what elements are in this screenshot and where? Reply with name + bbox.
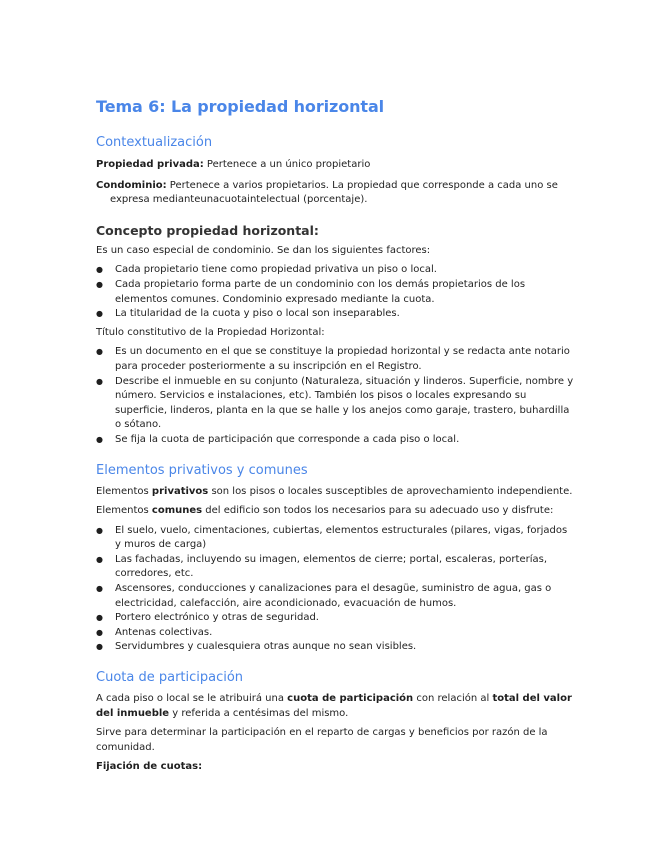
term-condominio: Condominio:: [96, 179, 167, 191]
bullet-icon: ●: [96, 642, 103, 652]
list-item: [96, 640, 576, 655]
bullet-icon: ●: [96, 279, 103, 289]
term-total-valor-inmueble: total del valor del inmueble: [96, 693, 572, 719]
bullet-icon: ●: [96, 265, 103, 275]
list-item: [96, 626, 576, 641]
list-item-text: Ascensores, conducciones y canalizaciones para el desagüe, suministro de agua, gas o electricidad, calefacción, aire acondicionado, evacuación de humos.: [115, 583, 552, 609]
text-fragment: Elementos: [96, 505, 152, 517]
text-fragment: Elementos: [96, 485, 152, 497]
list-item-text: Describe el inmueble en su conjunto (Naturaleza, situación y linderos. Superficie, nombre y número. Servicios e instalaciones, etc). También los pisos o locales expresando su superficie, linderos, planta en la que se halle y los anejos como garaje, trastero, buhardilla o sótano.: [115, 375, 574, 431]
list-item: [96, 278, 576, 307]
text-fragment: son los pisos o locales susceptibles de aprovechamiento independiente.: [208, 485, 573, 497]
bullet-icon: ●: [96, 376, 103, 386]
list-item-text: Servidumbres y cualesquiera otras aunque no sean visibles.: [115, 641, 417, 653]
list-titulo: [96, 345, 576, 447]
text-fragment: del edificio son todos los necesarios para su adecuado uso y disfrute:: [202, 505, 554, 517]
paragraph-propiedad-privada: [96, 158, 576, 173]
paragraph-titulo-intro: Título constitutivo de la Propiedad Horizontal:: [96, 326, 325, 338]
term-cuota-participacion: cuota de participación: [287, 693, 414, 705]
bullet-icon: ●: [96, 613, 103, 623]
list-item-text: La titularidad de la cuota y piso o local son inseparables.: [115, 308, 400, 320]
list-item-text: Se fija la cuota de participación que corresponde a cada piso o local.: [115, 433, 460, 445]
list-comunes: [96, 524, 576, 655]
list-item: [96, 345, 576, 374]
list-item-text: Portero electrónico y otras de seguridad.: [115, 612, 319, 624]
paragraph-fijacion: [96, 760, 576, 775]
bullet-icon: ●: [96, 584, 103, 594]
text-fragment: con relación al: [413, 693, 493, 705]
text-fragment: A cada piso o local se le atribuirá una: [96, 693, 288, 705]
page-title: Tema 6: La propiedad horizontal: [96, 97, 385, 116]
bullet-icon: ●: [96, 434, 103, 444]
paragraph-comunes: [96, 504, 576, 519]
term-fijacion-cuotas: Fijación de cuotas:: [96, 761, 203, 773]
term-propiedad-privada: Propiedad privada:: [96, 159, 204, 170]
term-privativos: privativos: [151, 485, 209, 497]
term-comunes: comunes: [151, 505, 203, 517]
list-item-text: Las fachadas, incluyendo su imagen, elementos de cierre; portal, escaleras, porterías, corredores, etc.: [115, 553, 548, 580]
list-item: [96, 307, 576, 322]
paragraph-privativos: [96, 485, 576, 500]
paragraph-concepto-intro: Es un caso especial de condominio. Se dan los siguientes factores:: [96, 244, 431, 256]
list-factores: [96, 263, 576, 321]
list-item: [96, 611, 576, 626]
bullet-icon: ●: [96, 627, 103, 637]
document-page: [96, 96, 576, 775]
list-item: [96, 582, 576, 611]
list-item-text: Es un documento en el que se constituye la propiedad horizontal y se redacta ante notario para proceder posteriormente a su inscripción en el Registro.: [115, 346, 570, 372]
list-item: [96, 553, 576, 582]
list-item: [96, 524, 576, 553]
bullet-icon: ●: [96, 347, 103, 357]
bullet-icon: ●: [96, 309, 103, 319]
paragraph-condominio: [96, 179, 576, 208]
list-item: [96, 433, 576, 448]
heading-elementos: Elementos privativos y comunes: [96, 462, 308, 478]
bullet-icon: ●: [96, 525, 103, 535]
bullet-icon: ●: [96, 554, 103, 564]
paragraph-cuota-uso: Sirve para determinar la participación en el reparto de cargas y beneficios por razón de la comunidad.: [96, 727, 548, 753]
list-item-text: Cada propietario forma parte de un condominio con los demás propietarios de los elementos comunes. Condominio expresado mediante la cuota.: [115, 278, 526, 305]
list-item-text: Cada propietario tiene como propiedad privativa un piso o local.: [115, 264, 437, 276]
text-fragment: y referida a centésimas del mismo.: [169, 707, 349, 719]
definition-condominio: Pertenece a varios propietarios. La propiedad que corresponde a cada uno se expresa medianteunacuotaintelectual (porcentaje).: [110, 179, 558, 206]
paragraph-cuota-atribucion: [96, 692, 576, 721]
list-item: [96, 375, 576, 433]
list-item: [96, 263, 576, 278]
heading-concepto: Concepto propiedad horizontal:: [96, 222, 319, 238]
heading-contextualizacion: Contextualización: [96, 135, 213, 150]
definition-propiedad-privada: Pertenece a un único propietario: [203, 159, 371, 170]
heading-cuota: Cuota de participación: [96, 670, 244, 686]
list-item-text: El suelo, vuelo, cimentaciones, cubiertas, elementos estructurales (pilares, vigas, forjados y muros de carga): [115, 524, 568, 551]
list-item-text: Antenas colectivas.: [115, 626, 213, 638]
